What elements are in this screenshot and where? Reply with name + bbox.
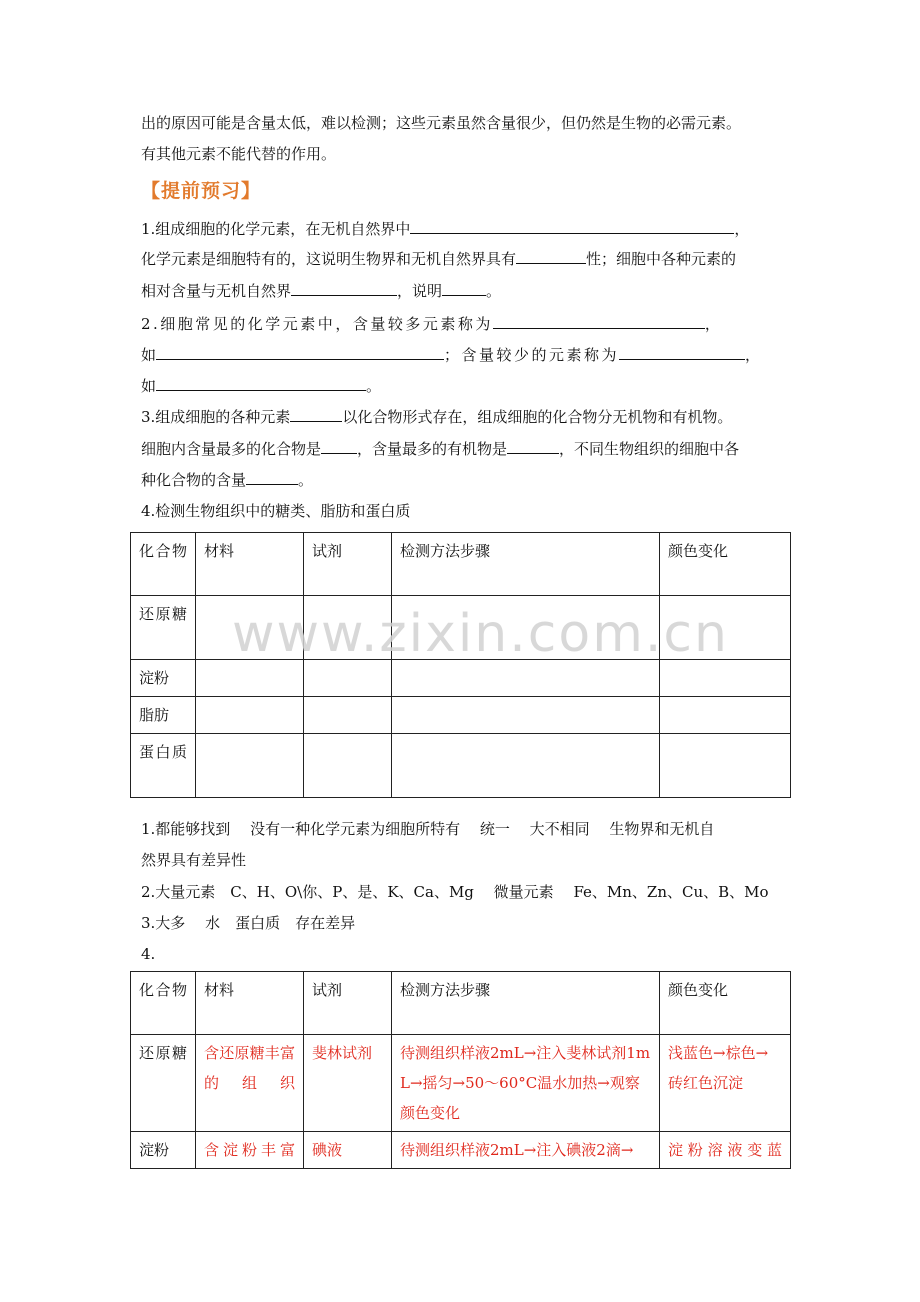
blank-cell[interactable] xyxy=(196,697,304,734)
reagent-cell: 斐林试剂 xyxy=(304,1035,392,1132)
header-cell: 颜色变化 xyxy=(660,533,791,596)
q1-blank-3 xyxy=(291,280,397,296)
compound-cell: 淀粉 xyxy=(131,1132,196,1169)
compound-cell: 脂肪 xyxy=(131,697,196,734)
q3-text-c1: 种化合物的含量 xyxy=(141,471,247,489)
q4-title: 4.检测生物组织中的糖类、脂肪和蛋白质 xyxy=(141,502,411,520)
q1-text-c3: 。 xyxy=(486,282,502,300)
answer-2: 2.大量元素 C、H、O\你、P、是、K、Ca、Mg 微量元素 Fe、Mn、Zn、Cu、B、Mo xyxy=(141,883,769,901)
q2-text-c1: 如 xyxy=(141,377,157,395)
q3-blank-3 xyxy=(507,438,559,454)
q1-blank-2 xyxy=(516,248,586,264)
q3-blank-2 xyxy=(321,438,357,454)
q3-text-a1: 3.组成细胞的各种元素 xyxy=(141,408,291,426)
q3-text-c2: 。 xyxy=(298,471,314,489)
compound-cell: 蛋白质 xyxy=(131,734,196,798)
q3-text-b2: ，含量最多的有机物是 xyxy=(357,440,508,458)
blank-cell[interactable] xyxy=(660,660,791,697)
blank-cell[interactable] xyxy=(304,734,392,798)
table-row xyxy=(131,1035,791,1132)
section-title: 【提前预习】 xyxy=(141,180,262,202)
answer-4: 4. xyxy=(141,945,156,963)
detection-table-answers xyxy=(130,971,791,1169)
header-cell: 检测方法步骤 xyxy=(392,533,660,596)
header-cell: 材料 xyxy=(196,972,304,1035)
q2-text-b3: ， xyxy=(745,346,761,364)
answer-3: 3.大多 水 蛋白质 存在差异 xyxy=(141,914,356,932)
header-cell: 试剂 xyxy=(304,972,392,1035)
q1-text-c1: 相对含量与无机自然界 xyxy=(141,282,292,300)
q2-blank-4 xyxy=(156,375,366,391)
blank-cell[interactable] xyxy=(392,697,660,734)
color-cell: 浅蓝色→棕色→砖红色沉淀 xyxy=(660,1035,791,1132)
q1-text-c2: ，说明 xyxy=(397,282,443,300)
q1-line-1 xyxy=(141,218,783,240)
q2-line-1 xyxy=(141,313,783,335)
q1-blank-1 xyxy=(410,218,734,234)
blank-cell[interactable] xyxy=(660,697,791,734)
method-cell: 待测组织样液2mL→注入斐林试剂1mL→摇匀→50～60°C温水加热→观察颜色变化 xyxy=(392,1035,660,1132)
q3-line-2 xyxy=(141,438,783,460)
blank-cell[interactable] xyxy=(392,734,660,798)
blank-cell[interactable] xyxy=(196,734,304,798)
header-cell: 化合物 xyxy=(131,533,196,596)
q1-text-b2: 性；细胞中各种元素的 xyxy=(586,250,737,268)
q2-text-b2: ；含量较少的元素称为 xyxy=(444,346,620,364)
q3-text-a2: 以化合物形式存在，组成细胞的化合物分无机物和有机物。 xyxy=(342,408,733,426)
q1-line-3 xyxy=(141,280,783,302)
q3-text-b3: ，不同生物组织的细胞中各 xyxy=(559,440,740,458)
header-cell: 化合物 xyxy=(131,972,196,1035)
method-cell: 待测组织样液2mL→注入碘液2滴→ xyxy=(392,1132,660,1169)
intro-line-2: 有其他元素不能代替的作用。 xyxy=(141,145,337,163)
detection-table-blank xyxy=(130,532,791,798)
q1-text-b1: 化学元素是细胞特有的，这说明生物界和无机自然界具有 xyxy=(141,250,517,268)
q3-line-1 xyxy=(141,406,783,428)
header-cell: 试剂 xyxy=(304,533,392,596)
q2-text-a: 2.细胞常见的化学元素中，含量较多元素称为 xyxy=(141,315,493,333)
blank-cell[interactable] xyxy=(304,660,392,697)
intro-line-1: 出的原因可能是含量太低，难以检测；这些元素虽然含量很少，但仍然是生物的必需元素。 xyxy=(141,114,742,132)
blank-cell[interactable] xyxy=(660,734,791,798)
q2-blank-2 xyxy=(156,344,444,360)
q1-line-2 xyxy=(141,248,783,270)
q2-text-a-end: ， xyxy=(704,315,723,333)
material-cell: 含淀粉丰富 xyxy=(196,1132,304,1169)
material-cell: 含还原糖丰富的组织 xyxy=(196,1035,304,1132)
table-row xyxy=(131,533,791,596)
q3-blank-1 xyxy=(290,406,342,422)
table-row xyxy=(131,660,791,697)
compound-cell: 还原糖 xyxy=(131,596,196,660)
header-cell: 颜色变化 xyxy=(660,972,791,1035)
q1-text-a-end: ， xyxy=(734,220,750,238)
q1-text-a: 1.组成细胞的化学元素，在无机自然界中 xyxy=(141,220,411,238)
table-row xyxy=(131,697,791,734)
compound-cell: 淀粉 xyxy=(131,660,196,697)
q2-line-2 xyxy=(141,344,783,366)
q2-blank-3 xyxy=(619,344,745,360)
q2-text-b1: 如 xyxy=(141,346,157,364)
watermark: www.zixin.com.cn xyxy=(232,604,729,664)
table-row xyxy=(131,1132,791,1169)
q1-blank-4 xyxy=(442,280,486,296)
table-row xyxy=(131,734,791,798)
color-cell: 淀粉溶液变蓝 xyxy=(660,1132,791,1169)
q3-text-b1: 细胞内含量最多的化合物是 xyxy=(141,440,322,458)
answer-1-line-2: 然界具有差异性 xyxy=(141,851,247,869)
q2-line-3 xyxy=(141,375,783,397)
header-cell: 材料 xyxy=(196,533,304,596)
header-cell: 检测方法步骤 xyxy=(392,972,660,1035)
q2-text-c2: 。 xyxy=(366,377,382,395)
blank-cell[interactable] xyxy=(196,660,304,697)
blank-cell[interactable] xyxy=(304,697,392,734)
compound-cell: 还原糖 xyxy=(131,1035,196,1132)
answer-1-line-1: 1.都能够找到 没有一种化学元素为细胞所特有 统一 大不相同 生物界和无机自 xyxy=(141,820,715,838)
q2-blank-1 xyxy=(493,313,705,329)
reagent-cell: 碘液 xyxy=(304,1132,392,1169)
q3-line-3 xyxy=(141,469,783,491)
blank-cell[interactable] xyxy=(392,660,660,697)
table-row xyxy=(131,972,791,1035)
q3-blank-4 xyxy=(246,469,298,485)
